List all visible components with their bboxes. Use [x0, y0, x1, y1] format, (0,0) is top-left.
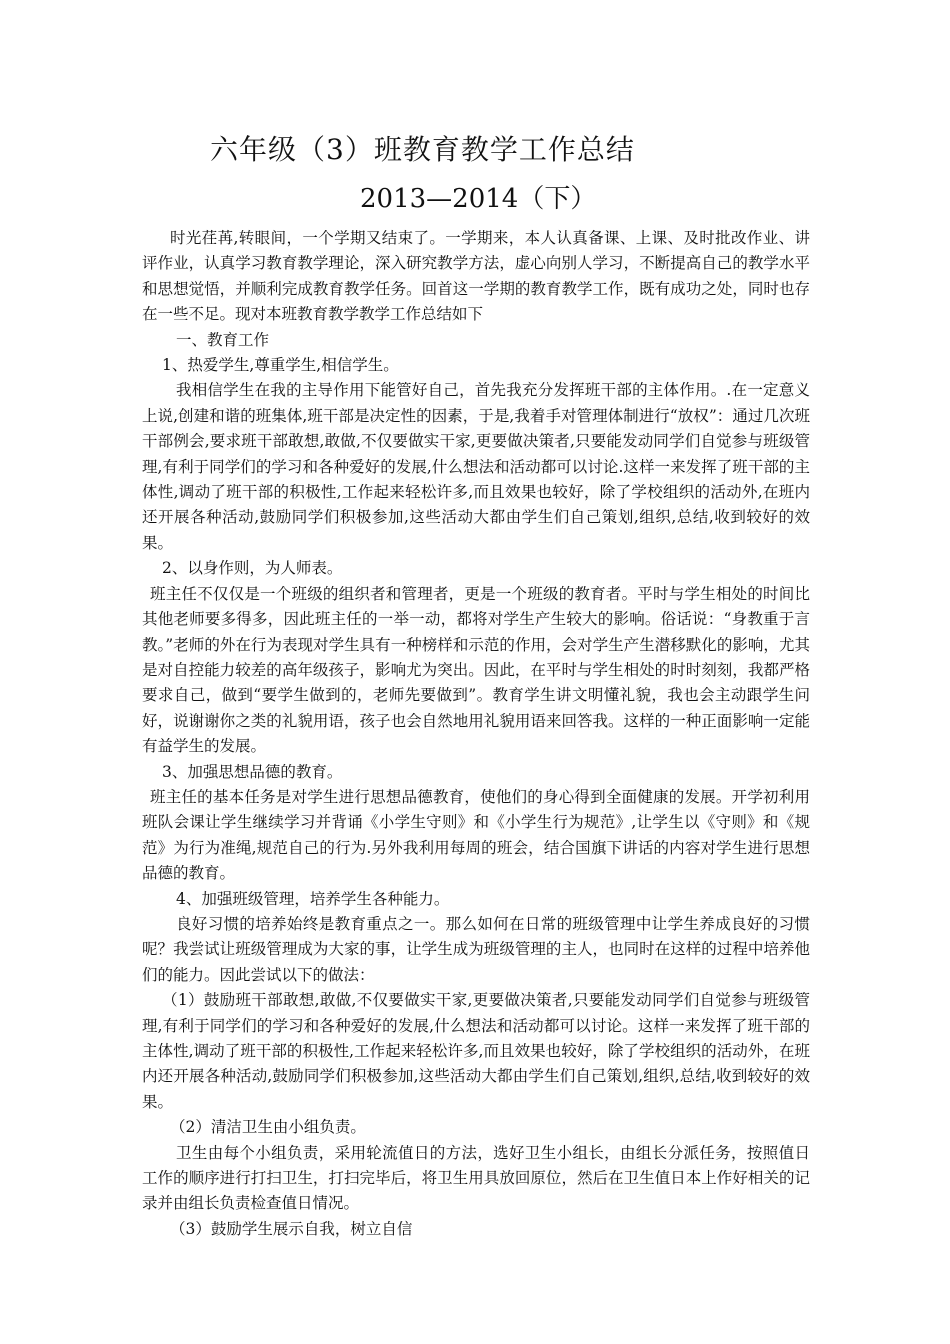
list-item-2: （2）清洁卫生由小组负责。 [170, 1118, 366, 1137]
subheading-2: 2、以身作则，为人师表。 [162, 559, 343, 578]
paragraph-2: 班主任不仅仅是一个班级的组织者和管理者，更是一个班级的教育者。平时与学生相处的时间比其他老师要多得多，因此班主任的一举一动，都将对学生产生较大的影响。俗话说：“身教重于言教。”老师的外在行为表现对学生具有一种榜样和示范的作用，会对学生产生潜移默化的影响，尤其是对自控能力较差的高年级孩子，影响尤为突出。因此，在平时与学生相处的时时刻刻，我都严格要求自己，做到“要学生做到的，老师先要做到”。教育学生讲文明懂礼貌，我也会主动跟学生问好，说谢谢你之类的礼貌用语，孩子也会自然地用礼貌用语来回答我。这样的一种正面影响一定能有益学生的发展。 [142, 584, 810, 756]
subheading-3: 3、加强思想品德的教育。 [162, 762, 343, 781]
list-item-1: （1）鼓励班干部敢想,敢做,不仅要做实干家,更要做决策者,只要能发动同学们自觉参与班级管理,有利于同学们的学习和各种爱好的发展,什么想法和活动都可以讨论。这样一来发挥了班干部的主体性,调动了班干部的积极性,工作起来轻松许多,而且效果也较好，除了学校组织的活动外，在班内还开展各种活动,鼓励同学们积极参加,这些活动大都由学生们自己策划,组织,总结,收到较好的效果。 [142, 991, 810, 1111]
subheading-4: 4、加强班级管理，培养学生各种能力。 [176, 889, 450, 908]
list-item-3: （3）鼓励学生展示自我，树立自信 [170, 1219, 413, 1238]
document-subtitle: 2013—2014（下） [360, 184, 597, 214]
subheading-1: 1、热爱学生,尊重学生,相信学生。 [162, 356, 399, 375]
document-body [142, 226, 810, 1242]
paragraph-3: 班主任的基本任务是对学生进行思想品德教育，使他们的身心得到全面健康的发展。开学初利用班队会课让学生继续学习并背诵《小学生守则》和《小学生行为规范》,让学生以《守则》和《规范》为行为准绳,规范自己的行为.另外我利用每周的班会，结合国旗下讲话的内容对学生进行思想品德的教育。 [142, 787, 810, 883]
document-title: 六年级（3）班教育教学工作总结 [210, 133, 635, 166]
paragraph-5: 卫生由每个小组负责，采用轮流值日的方法，选好卫生小组长，由组长分派任务，按照值日工作的顺序进行打扫卫生，打扫完毕后，将卫生用具放回原位，然后在卫生值日本上作好相关的记录并由组长负责检查值日情况。 [142, 1143, 810, 1213]
paragraph-1: 我相信学生在我的主导作用下能管好自己，首先我充分发挥班干部的主体作用。.在一定意义上说,创建和谐的班集体,班干部是决定性的因素，于是,我着手对管理体制进行“放权”：通过几次班干部例会,要求班干部敢想,敢做,不仅要做实干家,更要做决策者,只要能发动同学们自觉参与班级管理,有利于同学们的学习和各种爱好的发展,什么想法和活动都可以讨论.这样一来发挥了班干部的主体性,调动了班干部的积极性,工作起来轻松许多,而且效果也较好，除了学校组织的活动外,在班内还开展各种活动,鼓励同学们积极参加,这些活动大都由学生们自己策划,组织,总结,收到较好的效果。 [142, 381, 810, 552]
paragraph-4: 良好习惯的培养始终是教育重点之一。那么如何在日常的班级管理中让学生养成良好的习惯呢？我尝试让班级管理成为大家的事，让学生成为班级管理的主人，也同时在这样的过程中培养他们的能力。因此尝试以下的做法： [142, 914, 810, 984]
section-heading-education: 一、教育工作 [176, 330, 270, 349]
paragraph-intro: 时光荏苒,转眼间，一个学期又结束了。一学期来，本人认真备课、上课、及时批改作业、讲评作业，认真学习教育教学理论，深入研究教学方法，虚心向别人学习，不断提高自己的教学水平和思想觉悟，并顺利完成教育教学任务。回首这一学期的教育教学工作，既有成功之处，同时也存在一些不足。现对本班教育教学教学工作总结如下 [142, 229, 810, 324]
